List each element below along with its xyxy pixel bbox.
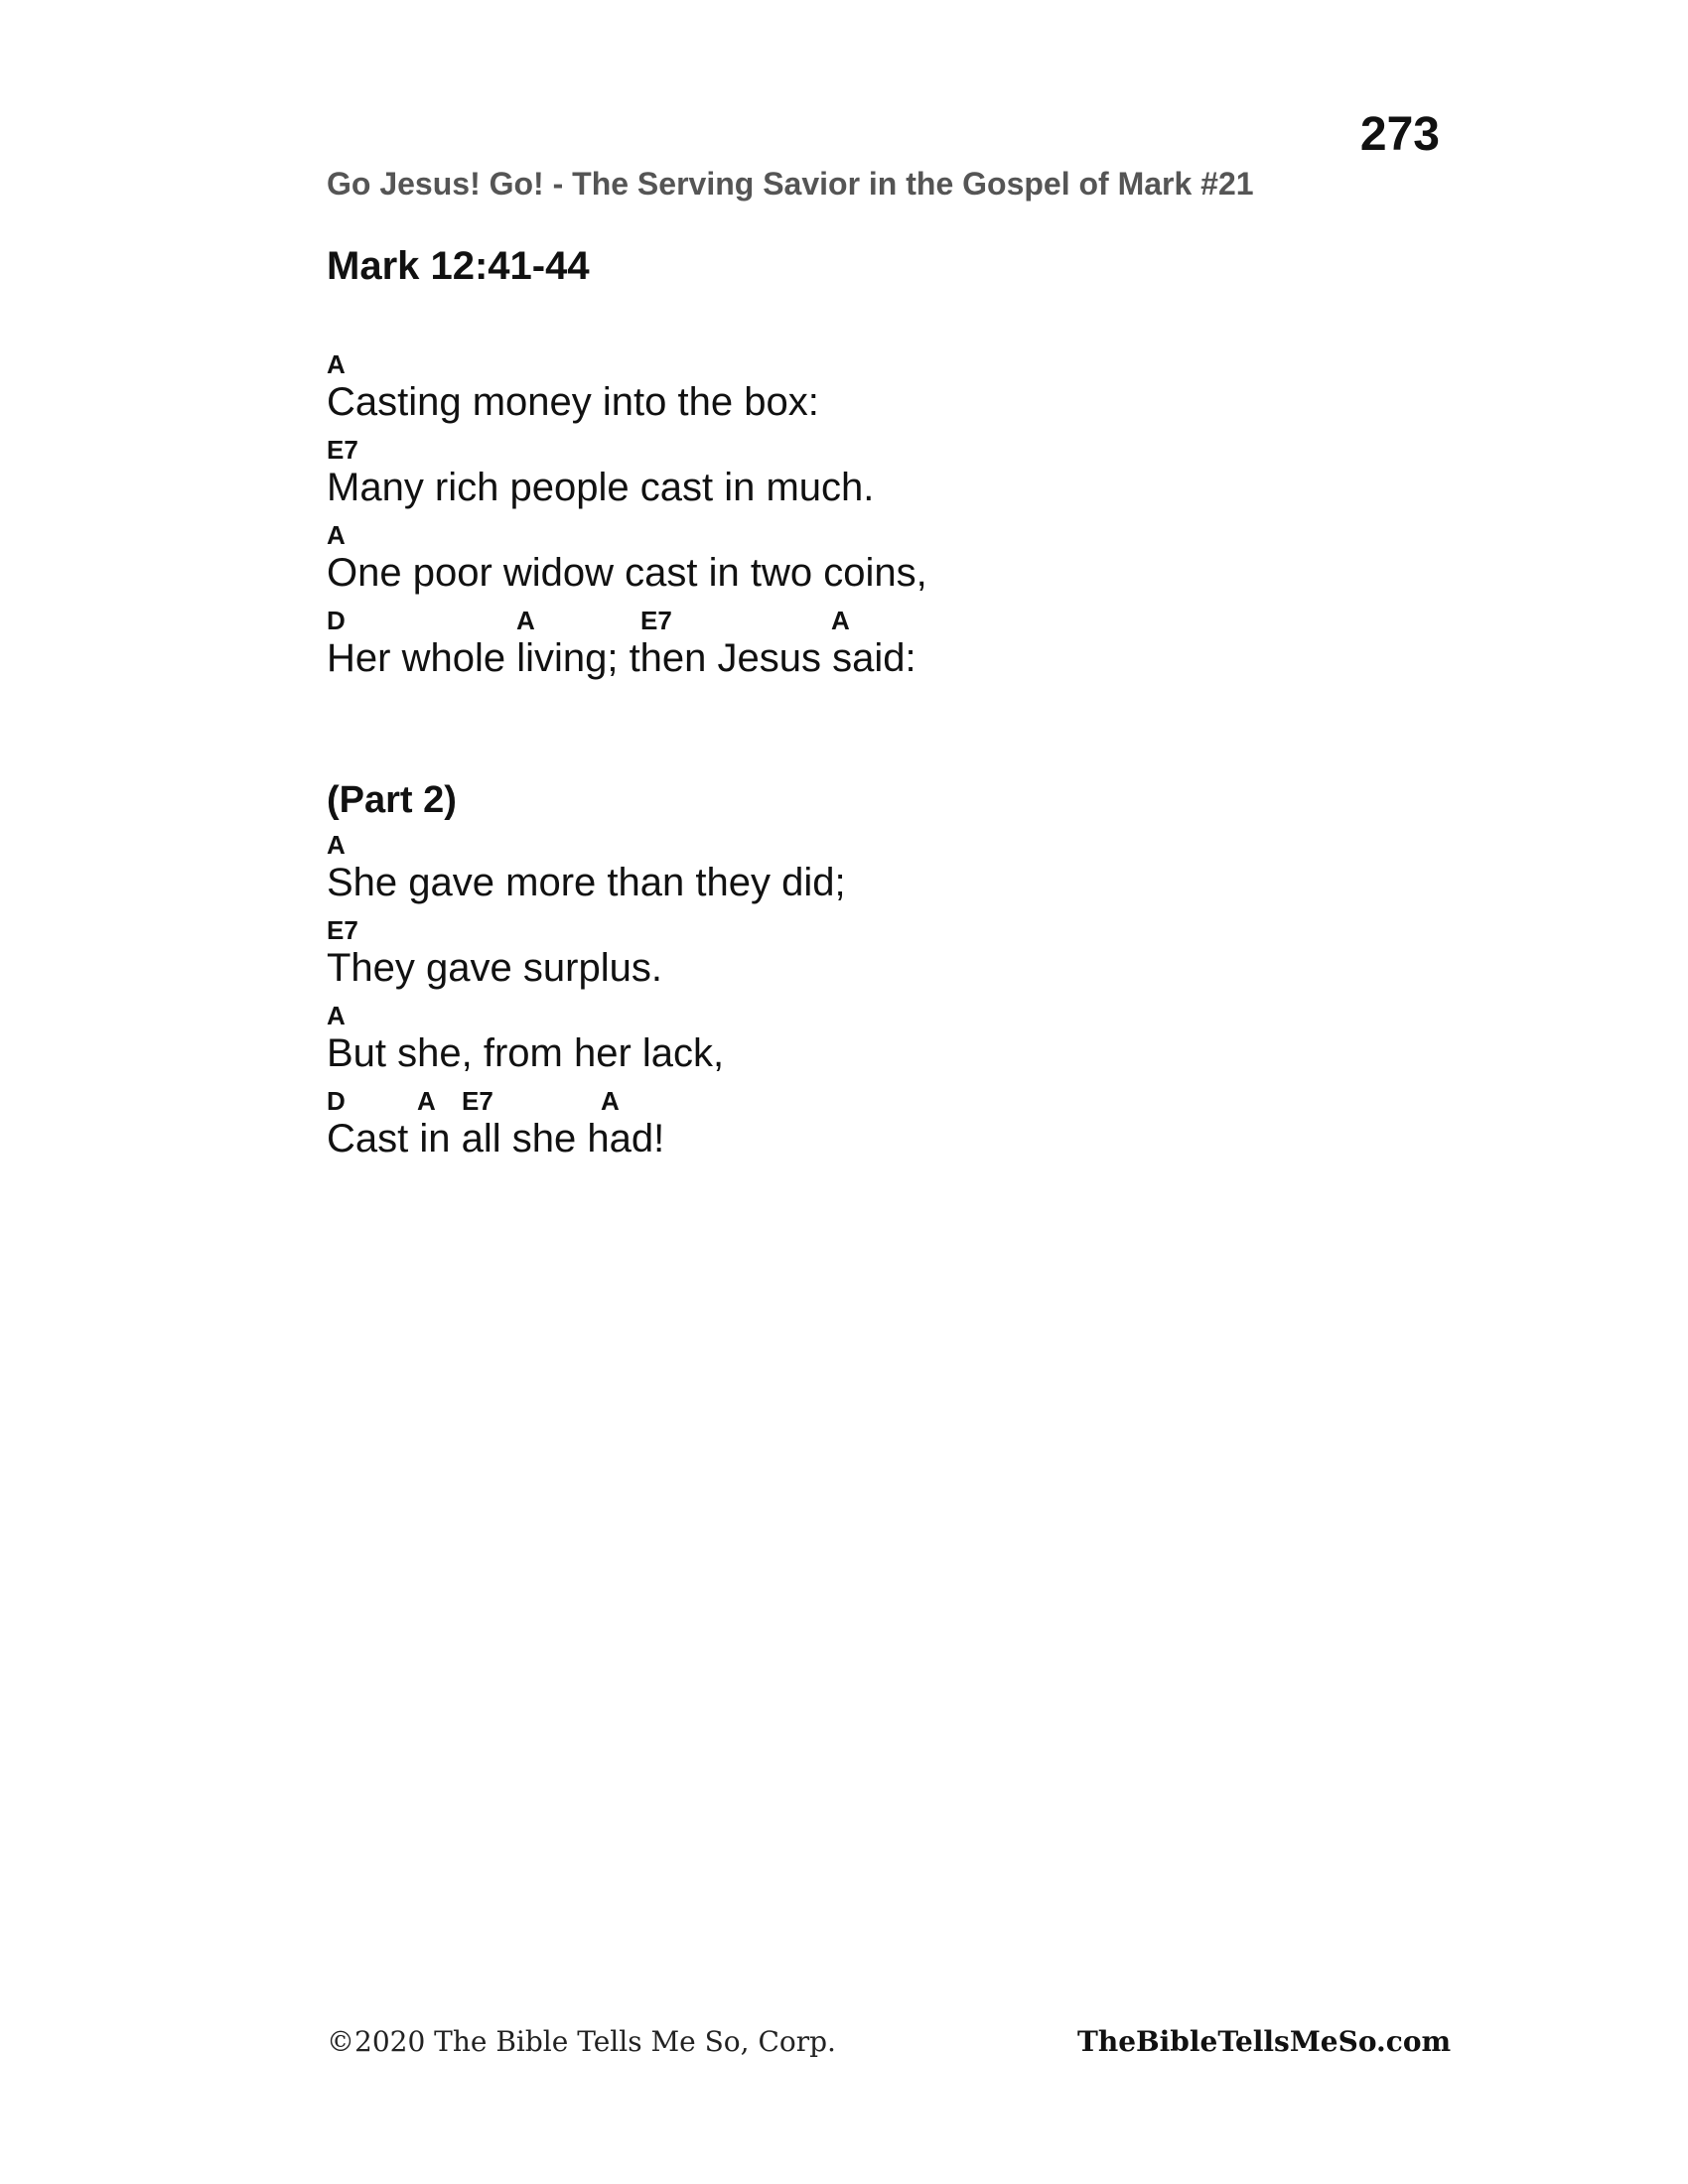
lyric-line: They gave surplus. <box>327 945 662 990</box>
scripture-reference: Mark 12:41-44 <box>327 244 590 288</box>
lyric-line: But she, from her lack, <box>327 1030 725 1075</box>
lyric-line: Her whole living; then Jesus said: <box>327 636 916 680</box>
chord-line <box>327 435 927 465</box>
chord-line <box>327 1086 846 1116</box>
chord: D <box>327 606 346 635</box>
chord: E7 <box>327 435 358 465</box>
chord-line <box>327 606 927 635</box>
chord: A <box>327 520 346 550</box>
chord: A <box>327 1000 346 1030</box>
verse-1 <box>327 349 927 691</box>
chord: A <box>831 606 850 635</box>
copyright-notice: ©2020 The Bible Tells Me So, Corp. <box>327 2025 836 2058</box>
chord: A <box>516 606 535 635</box>
chord-line <box>327 915 846 945</box>
part-2 <box>327 780 846 1171</box>
lyric-line: Casting money into the box: <box>327 380 819 424</box>
lyric-line: Cast in all she had! <box>327 1116 665 1160</box>
chord-line <box>327 1001 846 1030</box>
chord-line <box>327 520 927 550</box>
chord-line <box>327 349 927 379</box>
chord: A <box>327 349 346 379</box>
chord: E7 <box>640 606 672 635</box>
chord: E7 <box>462 1085 493 1116</box>
website-link[interactable]: TheBibleTellsMeSo.com <box>1077 2025 1452 2058</box>
chord: D <box>327 1085 346 1116</box>
chord: E7 <box>327 914 358 945</box>
part-heading: (Part 2) <box>327 779 457 821</box>
lyric-line: She gave more than they did; <box>327 860 846 904</box>
series-title: Go Jesus! Go! - The Serving Savior in the Gospel of Mark #21 <box>327 166 1254 202</box>
chord: A <box>417 1085 436 1116</box>
chord-line <box>327 830 846 860</box>
page-number: 273 <box>1359 108 1440 161</box>
lyric-line: One poor widow cast in two coins, <box>327 551 927 595</box>
chord: A <box>327 829 346 860</box>
lyric-line: Many rich people cast in much. <box>327 466 875 509</box>
chord: A <box>601 1085 620 1116</box>
